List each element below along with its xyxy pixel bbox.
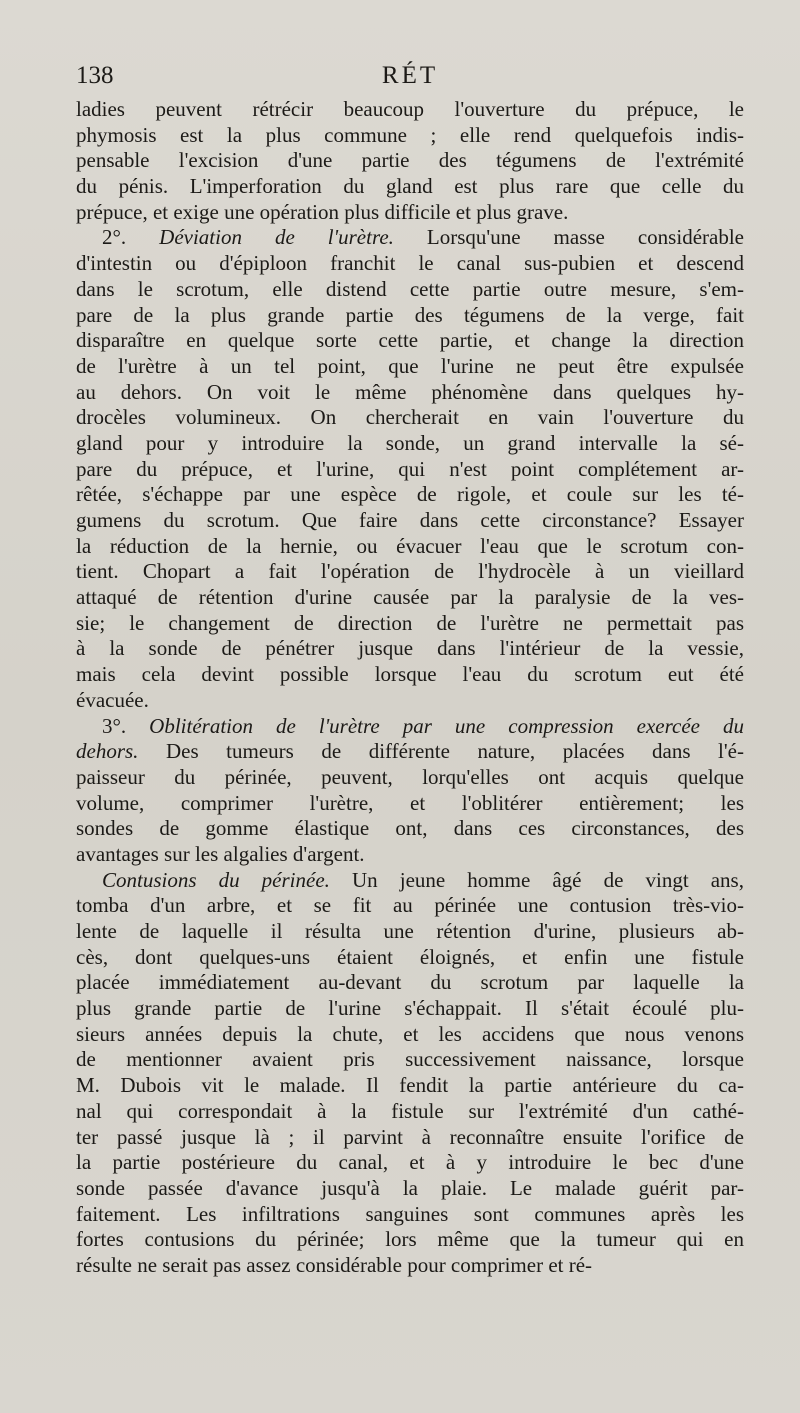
line-segment: 2°. <box>102 225 160 250</box>
text-line: nal qui correspondait à la fistule sur l'extrémité d'un cathé- <box>76 1098 744 1123</box>
text-line: la partie postérieure du canal, et à y introduire le bec d'une <box>76 1150 744 1175</box>
text-line: faitement. Les infiltrations sanguines sont communes après les <box>76 1201 744 1226</box>
text-line: sondes de gomme élastique ont, dans ces circonstances, des <box>76 816 744 841</box>
text-line: pensable l'excision d'une partie des tégumens de l'extrémité <box>76 148 744 173</box>
text-line: phymosis est la plus commune ; elle rend quelquefois indis- <box>76 122 744 147</box>
text-line: à la sonde de pénétrer jusque dans l'intérieur de la vessie, <box>76 636 744 661</box>
text-line: de l'urètre à un tel point, que l'urine ne peut être expulsée <box>76 353 744 378</box>
text-line: ladies peuvent rétrécir beaucoup l'ouverture du prépuce, le <box>76 97 744 121</box>
italic-heading: Contusions du périnée. <box>102 867 330 892</box>
text-line: tient. Chopart a fait l'opération de l'hydrocèle à un vieillard <box>76 559 744 584</box>
text-line: paisseur du périnée, peuvent, lorqu'elles ont acquis quelque <box>76 764 744 789</box>
text-line <box>76 714 744 740</box>
text-line: plus grande partie de l'urine s'échappait. Il s'était écoulé plu- <box>76 996 744 1021</box>
text-line: résulte ne serait pas assez considérable pour comprimer et ré- <box>76 1252 593 1277</box>
italic-heading: dehors. <box>76 739 139 764</box>
text-line: lente de laquelle il résulta une rétention d'urine, plusieurs ab- <box>76 919 744 943</box>
running-head: RÉT <box>381 62 439 89</box>
text-line: rêtée, s'échappe par une espèce de rigole, et coule sur les té- <box>76 482 744 507</box>
text-line: au dehors. On voit le même phénomène dans quelques hy- <box>76 379 744 404</box>
page-header <box>76 62 744 92</box>
line-segment: Des tumeurs de différente nature, placées dans l'é- <box>138 739 744 764</box>
text-line: volume, comprimer l'urètre, et l'oblitérer entièrement; les <box>76 790 744 815</box>
text-line: mais cela devint possible lorsque l'eau du scrotum eut été <box>76 662 744 687</box>
page-number: 138 <box>76 62 114 89</box>
text-line: gumens du scrotum. Que faire dans cette circonstance? Essayer <box>76 508 744 532</box>
text-line: du pénis. L'imperforation du gland est plus rare que celle du <box>76 174 744 199</box>
text-line: sieurs années depuis la chute, et les accidens que nous venons <box>76 1021 744 1046</box>
text-line: drocèles volumineux. On chercherait en vain l'ouverture du <box>76 405 744 430</box>
text-line: M. Dubois vit le malade. Il fendit la partie antérieure du ca- <box>76 1073 744 1098</box>
text-line: cès, dont quelques-uns étaient éloignés, et enfin une fistule <box>76 944 744 969</box>
italic-heading: Déviation de l'urètre. <box>159 225 394 250</box>
text-line: prépuce, et exige une opération plus difficile et plus grave. <box>76 199 569 224</box>
text-line <box>76 739 744 765</box>
text-line: avantages sur les algalies d'argent. <box>76 841 365 866</box>
line-segment: Lorsqu'une masse considérable <box>393 225 744 250</box>
text-line: pare du prépuce, et l'urine, qui n'est point complétement ar- <box>76 456 744 481</box>
text-line: dans le scrotum, elle distend cette partie outre mesure, s'em- <box>76 276 744 301</box>
text-line <box>76 225 744 251</box>
text-line: gland pour y introduire la sonde, un grand intervalle la sé- <box>76 430 744 455</box>
text-line: disparaître en quelque sorte cette partie, et change la direction <box>76 328 744 353</box>
text-line: fortes contusions du périnée; lors même que la tumeur qui en <box>76 1227 744 1252</box>
text-line: d'intestin ou d'épiploon franchit le canal sus-pubien et descend <box>76 251 744 276</box>
text-line: attaqué de rétention d'urine causée par la paralysie de la ves- <box>76 585 744 610</box>
line-segment: 3°. <box>102 713 150 738</box>
text-line: sonde passée d'avance jusqu'à la plaie. Le malade guérit par- <box>76 1175 744 1200</box>
text-line: placée immédiatement au-devant du scrotum par laquelle la <box>76 970 744 995</box>
text-line: ter passé jusque là ; il parvint à reconnaître ensuite l'orifice de <box>76 1124 744 1149</box>
italic-heading: Oblitération de l'urètre par une compression exercée du <box>149 713 744 738</box>
text-line: la réduction de la hernie, ou évacuer l'eau que le scrotum con- <box>76 533 744 558</box>
text-line: sie; le changement de direction de l'urètre ne permettait pas <box>76 610 744 635</box>
text-line: de mentionner avaient pris successivement naissance, lorsque <box>76 1047 744 1072</box>
line-segment: Un jeune homme âgé de vingt ans, <box>329 867 744 892</box>
text-line: pare de la plus grande partie des tégumens de la verge, fait <box>76 302 744 327</box>
body-text <box>76 97 744 1279</box>
text-line: évacuée. <box>76 687 149 712</box>
text-line <box>76 868 744 894</box>
text-line: tomba d'un arbre, et se fit au périnée une contusion très-vio- <box>76 893 744 918</box>
